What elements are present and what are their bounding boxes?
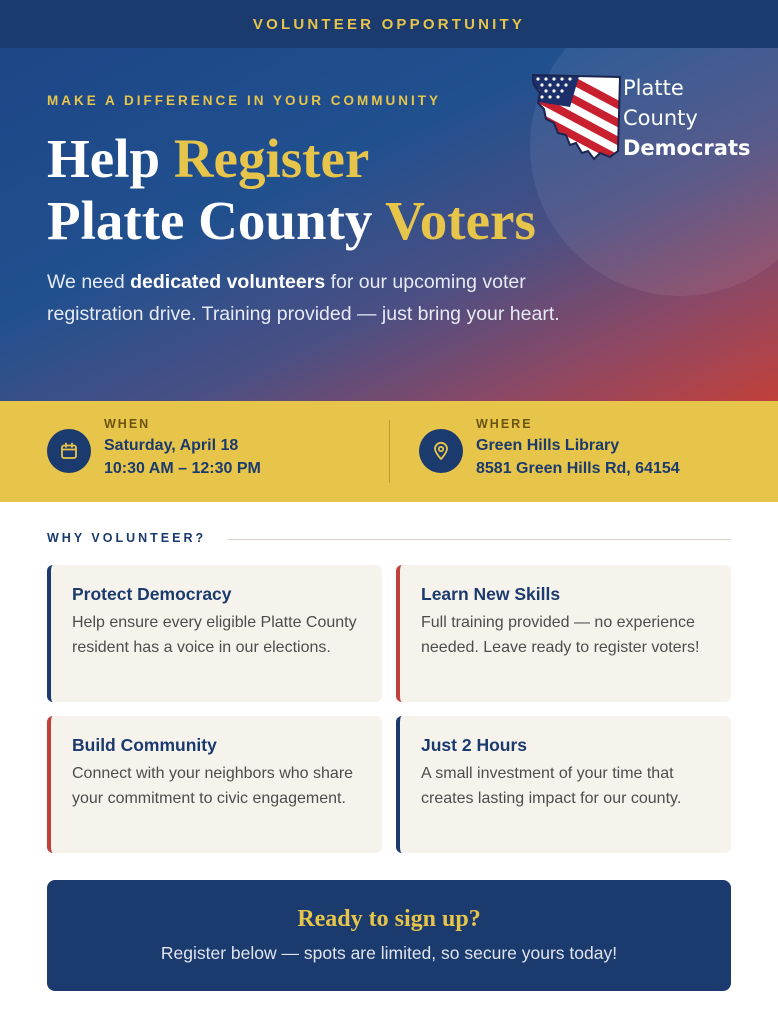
county-flag-map-icon [532, 73, 622, 163]
logo-line-2: County [623, 106, 698, 130]
reason-card-body: Connect with your neighbors who share your commitment to civic engagement. [72, 765, 354, 807]
when-label: WHEN [104, 417, 151, 431]
reason-card-two-hours [396, 716, 731, 853]
info-divider [389, 420, 390, 483]
logo-line-1: Platte [623, 76, 684, 100]
reason-card-title: Build Community [72, 735, 217, 755]
reason-card-body: A small investment of your time that creates lasting impact for our county. [421, 765, 682, 807]
headline-part-2b: Voters [385, 190, 536, 251]
reason-card-title: Learn New Skills [421, 584, 561, 604]
reason-card-body: Help ensure every eligible Platte County resident has a voice in our elections. [72, 614, 357, 656]
signup-callout [47, 880, 731, 991]
page-title [47, 128, 536, 252]
top-banner-text: VOLUNTEER OPPORTUNITY [252, 15, 526, 33]
signup-callout-body: Register below — spots are limited, so secure yours today! [160, 943, 618, 963]
signup-callout-title: Ready to sign up? [297, 906, 481, 932]
hero-section [0, 48, 778, 401]
event-details-bar [0, 401, 778, 502]
reason-card-title: Just 2 Hours [421, 735, 527, 755]
event-time: 10:30 AM – 12:30 PM [104, 460, 261, 477]
reason-card-body: Full training provided — no experience needed. Leave ready to register voters! [421, 614, 700, 656]
logo-line-3: Democrats [623, 136, 751, 160]
section-divider [228, 539, 731, 540]
hero-eyebrow: MAKE A DIFFERENCE IN YOUR COMMUNITY [47, 93, 442, 108]
venue-name: Green Hills Library [476, 437, 620, 454]
reason-card-title: Protect Democracy [72, 584, 232, 604]
intro-text-before: We need [47, 271, 131, 293]
top-banner [0, 0, 778, 48]
reason-card-protect-democracy [47, 565, 382, 702]
intro-text-bold: dedicated volunteers [130, 271, 326, 293]
location-pin-icon [419, 429, 463, 473]
venue-address: 8581 Green Hills Rd, 64154 [476, 460, 680, 477]
headline-part-1b: Register [173, 128, 370, 189]
headline-part-2a: Platte County [47, 190, 386, 251]
reason-card-build-community [47, 716, 382, 853]
headline-part-1a: Help [47, 128, 174, 189]
where-label: WHERE [476, 417, 533, 431]
hero-intro [47, 266, 587, 330]
platte-county-democrats-logo [532, 73, 762, 163]
event-date: Saturday, April 18 [104, 437, 239, 454]
reason-card-learn-skills [396, 565, 731, 702]
logo-wordmark [623, 73, 751, 163]
intro-text-after: for our upcoming voter registration drive. Training provided — just bring your heart. [47, 271, 560, 325]
why-volunteer-heading: WHY VOLUNTEER? [47, 531, 207, 545]
calendar-icon [47, 429, 91, 473]
